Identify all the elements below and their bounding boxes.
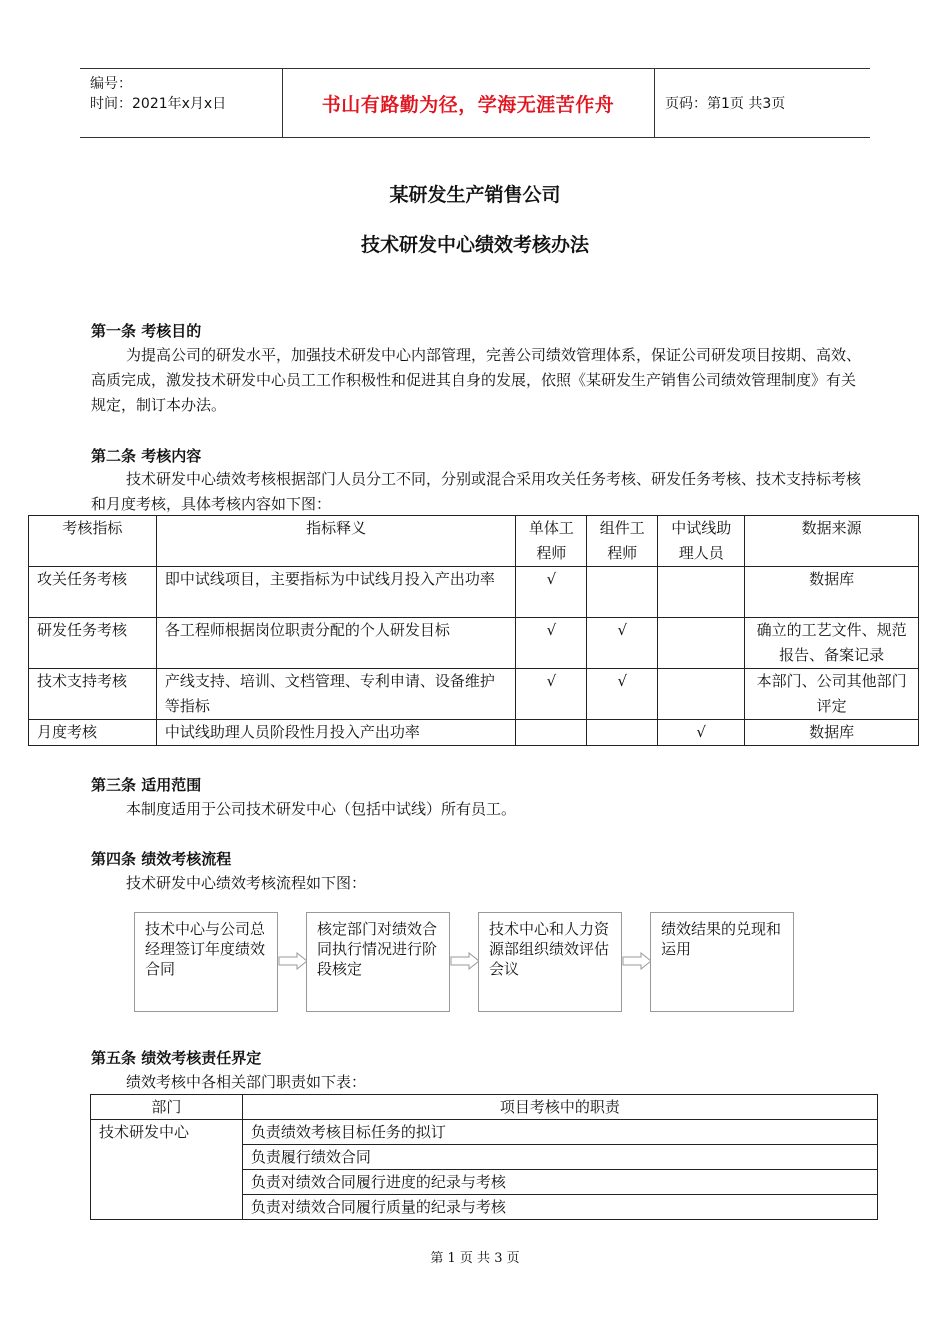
page-footer: 第 1 页 共 3 页 bbox=[430, 1251, 520, 1266]
table-cell bbox=[658, 567, 745, 618]
table-cell: 负责绩效考核目标任务的拟订 bbox=[242, 1120, 877, 1145]
responsibility-table bbox=[90, 1094, 878, 1220]
number-label: 编号： bbox=[90, 76, 132, 92]
table-cell: √ bbox=[587, 618, 658, 669]
table-header-row bbox=[91, 1095, 878, 1120]
flow-arrow-icon bbox=[450, 952, 480, 970]
motto: 书山有路勤为径，学海无涯苦作舟 bbox=[321, 93, 615, 116]
table-cell bbox=[658, 618, 745, 669]
table-cell bbox=[658, 669, 745, 720]
table-header-row bbox=[29, 516, 919, 567]
table-cell: √ bbox=[516, 669, 587, 720]
section-2-text: 技术研发中心绩效考核根据部门人员分工不同，分别或混合采用攻关任务考核、研发任务考核、技术支持标考核和月度考核，具体考核内容如下图： bbox=[91, 470, 862, 513]
table-cell bbox=[587, 720, 658, 746]
table-cell: 产线支持、培训、文档管理、专利申请、设备维护等指标 bbox=[156, 669, 516, 720]
section-5-heading: 第五条 绩效考核责任界定 bbox=[91, 1049, 262, 1067]
page-label: 页码：第1页 共3页 bbox=[665, 96, 786, 112]
table-row bbox=[91, 1120, 878, 1145]
header-cell: 中试线助理人员 bbox=[658, 516, 745, 567]
table-cell: 负责履行绩效合同 bbox=[242, 1145, 877, 1170]
page-cell bbox=[655, 69, 870, 137]
company-title: 某研发生产销售公司 bbox=[389, 184, 561, 206]
section-1-text: 为提高公司的研发水平，加强技术研发中心内部管理，完善公司绩效管理体系，保证公司研发项目按期、高效、高质完成，激发技术研发中心员工工作积极性和促进其自身的发展，依照《某研发生产销售公司绩效管理制度》有关规定，制订本办法。 bbox=[91, 346, 862, 414]
document-title: 技术研发中心绩效考核办法 bbox=[360, 234, 589, 256]
section-3-heading: 第三条 适用范围 bbox=[91, 776, 202, 794]
table-row bbox=[29, 669, 919, 720]
section-4-heading: 第四条 绩效考核流程 bbox=[91, 850, 232, 868]
table-cell: 确立的工艺文件、规范报告、备案记录 bbox=[745, 618, 919, 669]
table-cell: 技术支持考核 bbox=[29, 669, 157, 720]
section-4-text: 技术研发中心绩效考核流程如下图： bbox=[126, 874, 367, 892]
flow-step-3: 技术中心和人力资源部组织绩效评估会议 bbox=[478, 912, 622, 1012]
section-5-text: 绩效考核中各相关部门职责如下表： bbox=[126, 1073, 367, 1091]
table-row bbox=[29, 567, 919, 618]
table-cell: 中试线助理人员阶段性月投入产出功率 bbox=[156, 720, 516, 746]
header-cell: 项目考核中的职责 bbox=[242, 1095, 877, 1120]
table-cell: 各工程师根据岗位职责分配的个人研发目标 bbox=[156, 618, 516, 669]
flow-step-2: 核定部门对绩效合同执行情况进行阶段核定 bbox=[306, 912, 450, 1012]
flow-arrow-icon bbox=[622, 952, 652, 970]
table-row bbox=[29, 618, 919, 669]
table-cell: 本部门、公司其他部门评定 bbox=[745, 669, 919, 720]
header-cell: 数据来源 bbox=[745, 516, 919, 567]
section-1-heading: 第一条 考核目的 bbox=[91, 322, 202, 340]
table-cell: √ bbox=[516, 567, 587, 618]
header-cell: 考核指标 bbox=[29, 516, 157, 567]
table-cell: √ bbox=[658, 720, 745, 746]
table-cell bbox=[516, 720, 587, 746]
department-cell: 技术研发中心 bbox=[91, 1120, 243, 1220]
header-cell: 组件工程师 bbox=[587, 516, 658, 567]
motto-cell bbox=[282, 69, 655, 137]
table-cell: √ bbox=[587, 669, 658, 720]
document-header bbox=[80, 68, 870, 138]
header-cell: 部门 bbox=[91, 1095, 243, 1120]
table-cell: 负责对绩效合同履行质量的纪录与考核 bbox=[242, 1195, 877, 1220]
time-label: 时间：2021年x月x日 bbox=[90, 96, 227, 112]
table-cell: 数据库 bbox=[745, 720, 919, 746]
table-cell: 月度考核 bbox=[29, 720, 157, 746]
table-cell: 即中试线项目，主要指标为中试线月投入产出功率 bbox=[156, 567, 516, 618]
flow-step-1: 技术中心与公司总经理签订年度绩效合同 bbox=[134, 912, 278, 1012]
section-3-text: 本制度适用于公司技术研发中心（包括中试线）所有员工。 bbox=[126, 800, 517, 818]
table-cell: 研发任务考核 bbox=[29, 618, 157, 669]
flow-arrow-icon bbox=[278, 952, 308, 970]
flow-step-4: 绩效结果的兑现和运用 bbox=[650, 912, 794, 1012]
table-cell: 负责对绩效合同履行进度的纪录与考核 bbox=[242, 1170, 877, 1195]
header-cell: 单体工程师 bbox=[516, 516, 587, 567]
assessment-table bbox=[28, 515, 919, 746]
table-cell: 攻关任务考核 bbox=[29, 567, 157, 618]
table-cell: √ bbox=[516, 618, 587, 669]
section-2-heading: 第二条 考核内容 bbox=[91, 447, 202, 465]
header-info-cell bbox=[80, 69, 283, 137]
table-row bbox=[29, 720, 919, 746]
table-cell: 数据库 bbox=[745, 567, 919, 618]
header-cell: 指标释义 bbox=[156, 516, 516, 567]
table-cell bbox=[587, 567, 658, 618]
